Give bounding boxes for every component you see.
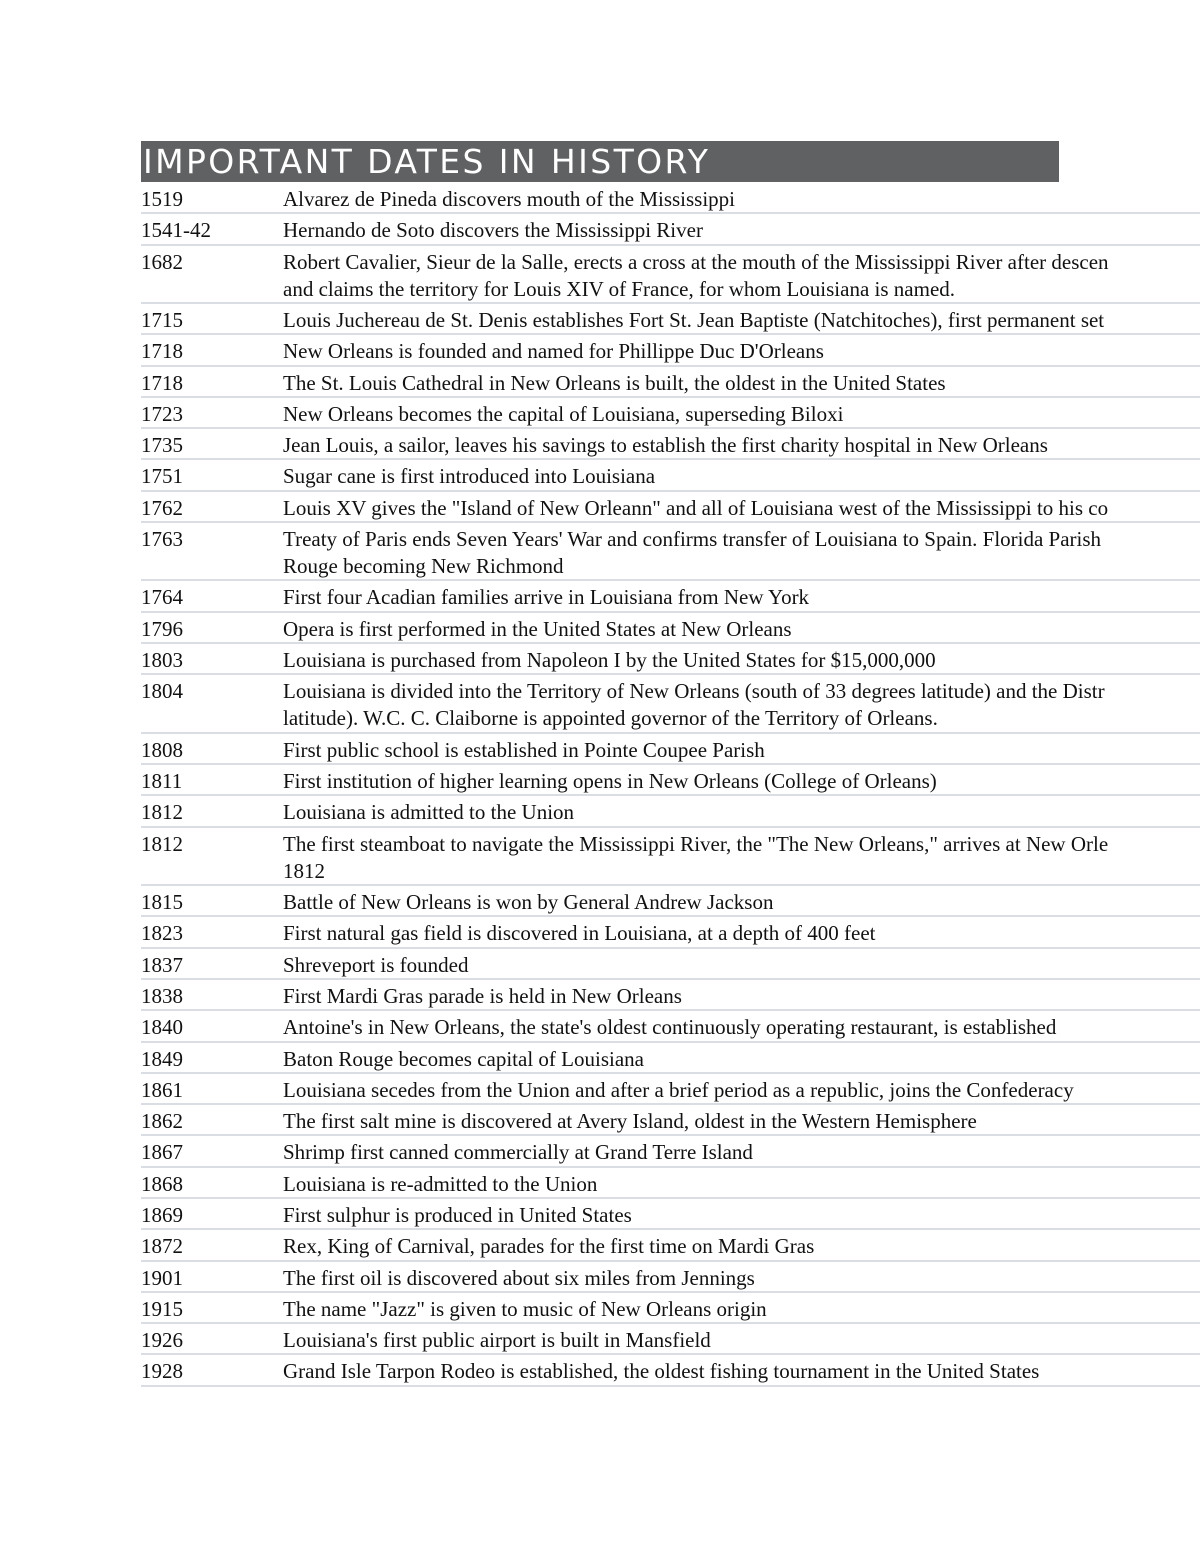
event-cell: First Mardi Gras parade is held in New Orleans: [283, 983, 682, 1008]
event-cell: Robert Cavalier, Sieur de la Salle, erects a cross at the mouth of the Mississippi River after descen and claims the territory for Louis XIV of France, for whom Louisiana is named.: [283, 249, 1109, 301]
event-cell: Shrimp first canned commercially at Grand Terre Island: [283, 1140, 753, 1165]
event-cell: First public school is established in Pointe Coupee Parish: [283, 737, 765, 762]
event-cell: The first salt mine is discovered at Avery Island, oldest in the Western Hemisphere: [283, 1109, 977, 1134]
table-row: [141, 1262, 1200, 1293]
year-cell: 1811: [141, 769, 183, 794]
year-cell: 1751: [141, 464, 183, 489]
table-row: [141, 765, 1200, 796]
event-cell: Opera is first performed in the United States at New Orleans: [283, 616, 792, 641]
year-cell: 1723: [141, 401, 183, 426]
table-row: [141, 980, 1200, 1011]
year-cell: 1867: [141, 1140, 183, 1165]
table-row: [141, 1199, 1200, 1230]
year-cell: 1812: [141, 800, 183, 825]
table-row: [141, 949, 1200, 980]
event-cell: Louisiana is purchased from Napoleon I by the United States for $15,000,000: [283, 648, 936, 673]
year-cell: 1862: [141, 1109, 183, 1134]
event-cell: Treaty of Paris ends Seven Years' War and confirms transfer of Louisiana to Spain. Florida Parish Rouge becoming New Richmond: [283, 527, 1102, 579]
table-row: [141, 335, 1200, 366]
event-cell: Rex, King of Carnival, parades for the first time on Mardi Gras: [283, 1234, 815, 1259]
table-row: [141, 246, 1200, 304]
year-cell: 1682: [141, 249, 183, 274]
year-cell: 1849: [141, 1046, 183, 1071]
table-row: [141, 1136, 1200, 1167]
event-cell: The first oil is discovered about six miles from Jennings: [283, 1265, 755, 1290]
table-row: [141, 1043, 1200, 1074]
event-cell: New Orleans becomes the capital of Louisiana, superseding Biloxi: [283, 401, 844, 426]
table-row: [141, 523, 1200, 581]
year-cell: 1872: [141, 1234, 183, 1259]
table-row: [141, 886, 1200, 917]
year-cell: 1519: [141, 187, 183, 211]
event-cell: First sulphur is produced in United States: [283, 1202, 632, 1227]
table-row: [141, 1324, 1200, 1355]
event-cell: Hernando de Soto discovers the Mississippi River: [283, 218, 703, 243]
table-row: [141, 1230, 1200, 1261]
event-cell: Baton Rouge becomes capital of Louisiana: [283, 1046, 644, 1071]
event-cell: Jean Louis, a sailor, leaves his savings to establish the first charity hospital in New Orleans: [283, 433, 1048, 458]
event-cell: Alvarez de Pineda discovers mouth of the Mississippi: [283, 187, 736, 211]
event-cell: The St. Louis Cathedral in New Orleans is built, the oldest in the United States: [283, 370, 946, 395]
year-cell: 1808: [141, 737, 183, 762]
year-cell: 1735: [141, 433, 183, 458]
year-cell: 1928: [141, 1359, 183, 1384]
table-row: [141, 214, 1200, 245]
table-row: [141, 1011, 1200, 1042]
table-row: [141, 460, 1200, 491]
year-cell: 1815: [141, 890, 183, 915]
year-cell: 1869: [141, 1202, 183, 1227]
event-cell: Sugar cane is first introduced into Louisiana: [283, 464, 656, 489]
table-row: [141, 1105, 1200, 1136]
event-cell: Louisiana is divided into the Territory of New Orleans (south of 33 degrees latitude) and the Distr latitude). W.C. C. Claiborne is appointed governor of the Territory of Orleans.: [283, 679, 1105, 731]
event-cell: Battle of New Orleans is won by General Andrew Jackson: [283, 890, 774, 915]
year-cell: 1837: [141, 952, 183, 977]
table-row: [141, 183, 1200, 214]
table-row: [141, 1355, 1200, 1386]
year-cell: 1763: [141, 527, 183, 552]
table-row: [141, 581, 1200, 612]
table-row: [141, 613, 1200, 644]
year-cell: 1715: [141, 307, 183, 332]
event-cell: Louisiana secedes from the Union and after a brief period as a republic, joins the Confederacy: [283, 1077, 1074, 1102]
event-cell: Louis Juchereau de St. Denis establishes Fort St. Jean Baptiste (Natchitoches), first permanent set: [283, 307, 1105, 332]
year-cell: 1840: [141, 1015, 183, 1040]
year-cell: 1901: [141, 1265, 183, 1290]
table-row: [141, 796, 1200, 827]
year-cell: 1541-42: [141, 218, 211, 243]
event-cell: New Orleans is founded and named for Phillippe Duc D'Orleans: [283, 339, 824, 364]
year-cell: 1762: [141, 495, 183, 520]
year-cell: 1718: [141, 370, 183, 395]
event-cell: The name "Jazz" is given to music of New Orleans origin: [283, 1296, 767, 1321]
year-cell: 1804: [141, 679, 183, 704]
event-cell: Louisiana is re-admitted to the Union: [283, 1171, 598, 1196]
event-cell: Louisiana is admitted to the Union: [283, 800, 575, 825]
table-row: [141, 1074, 1200, 1105]
event-cell: Antoine's in New Orleans, the state's oldest continuously operating restaurant, is established: [283, 1015, 1057, 1040]
table-row: [141, 1293, 1200, 1324]
year-cell: 1868: [141, 1171, 183, 1196]
dates-table: [141, 183, 1200, 1387]
year-cell: 1915: [141, 1296, 183, 1321]
table-row: [141, 917, 1200, 948]
year-cell: 1812: [141, 831, 183, 856]
table-row: [141, 675, 1200, 733]
year-cell: 1764: [141, 585, 183, 610]
year-cell: 1838: [141, 983, 183, 1008]
table-row: [141, 398, 1200, 429]
event-cell: First institution of higher learning opens in New Orleans (College of Orleans): [283, 769, 937, 794]
event-cell: Louis XV gives the "Island of New Orleann" and all of Louisiana west of the Mississippi to his co: [283, 495, 1109, 520]
event-cell: Grand Isle Tarpon Rodeo is established, the oldest fishing tournament in the United States: [283, 1359, 1040, 1384]
event-cell: The first steamboat to navigate the Mississippi River, the "The New Orleans," arrives at New Orle 1812: [283, 831, 1109, 883]
table-row: [141, 828, 1200, 886]
event-cell: Louisiana's first public airport is built in Mansfield: [283, 1328, 711, 1353]
table-row: [141, 304, 1200, 335]
table-row: [141, 734, 1200, 765]
table-row: [141, 429, 1200, 460]
table-row: [141, 492, 1200, 523]
year-cell: 1803: [141, 648, 183, 673]
year-cell: 1796: [141, 616, 183, 641]
year-cell: 1718: [141, 339, 183, 364]
table-row: [141, 644, 1200, 675]
event-cell: First four Acadian families arrive in Louisiana from New York: [283, 585, 810, 610]
table-row: [141, 1168, 1200, 1199]
table-row: [141, 367, 1200, 398]
year-cell: 1861: [141, 1077, 183, 1102]
event-cell: First natural gas field is discovered in Louisiana, at a depth of 400 feet: [283, 921, 876, 946]
event-cell: Shreveport is founded: [283, 952, 469, 977]
page-title: IMPORTANT DATES IN HISTORY: [141, 141, 1059, 182]
year-cell: 1823: [141, 921, 183, 946]
year-cell: 1926: [141, 1328, 183, 1353]
